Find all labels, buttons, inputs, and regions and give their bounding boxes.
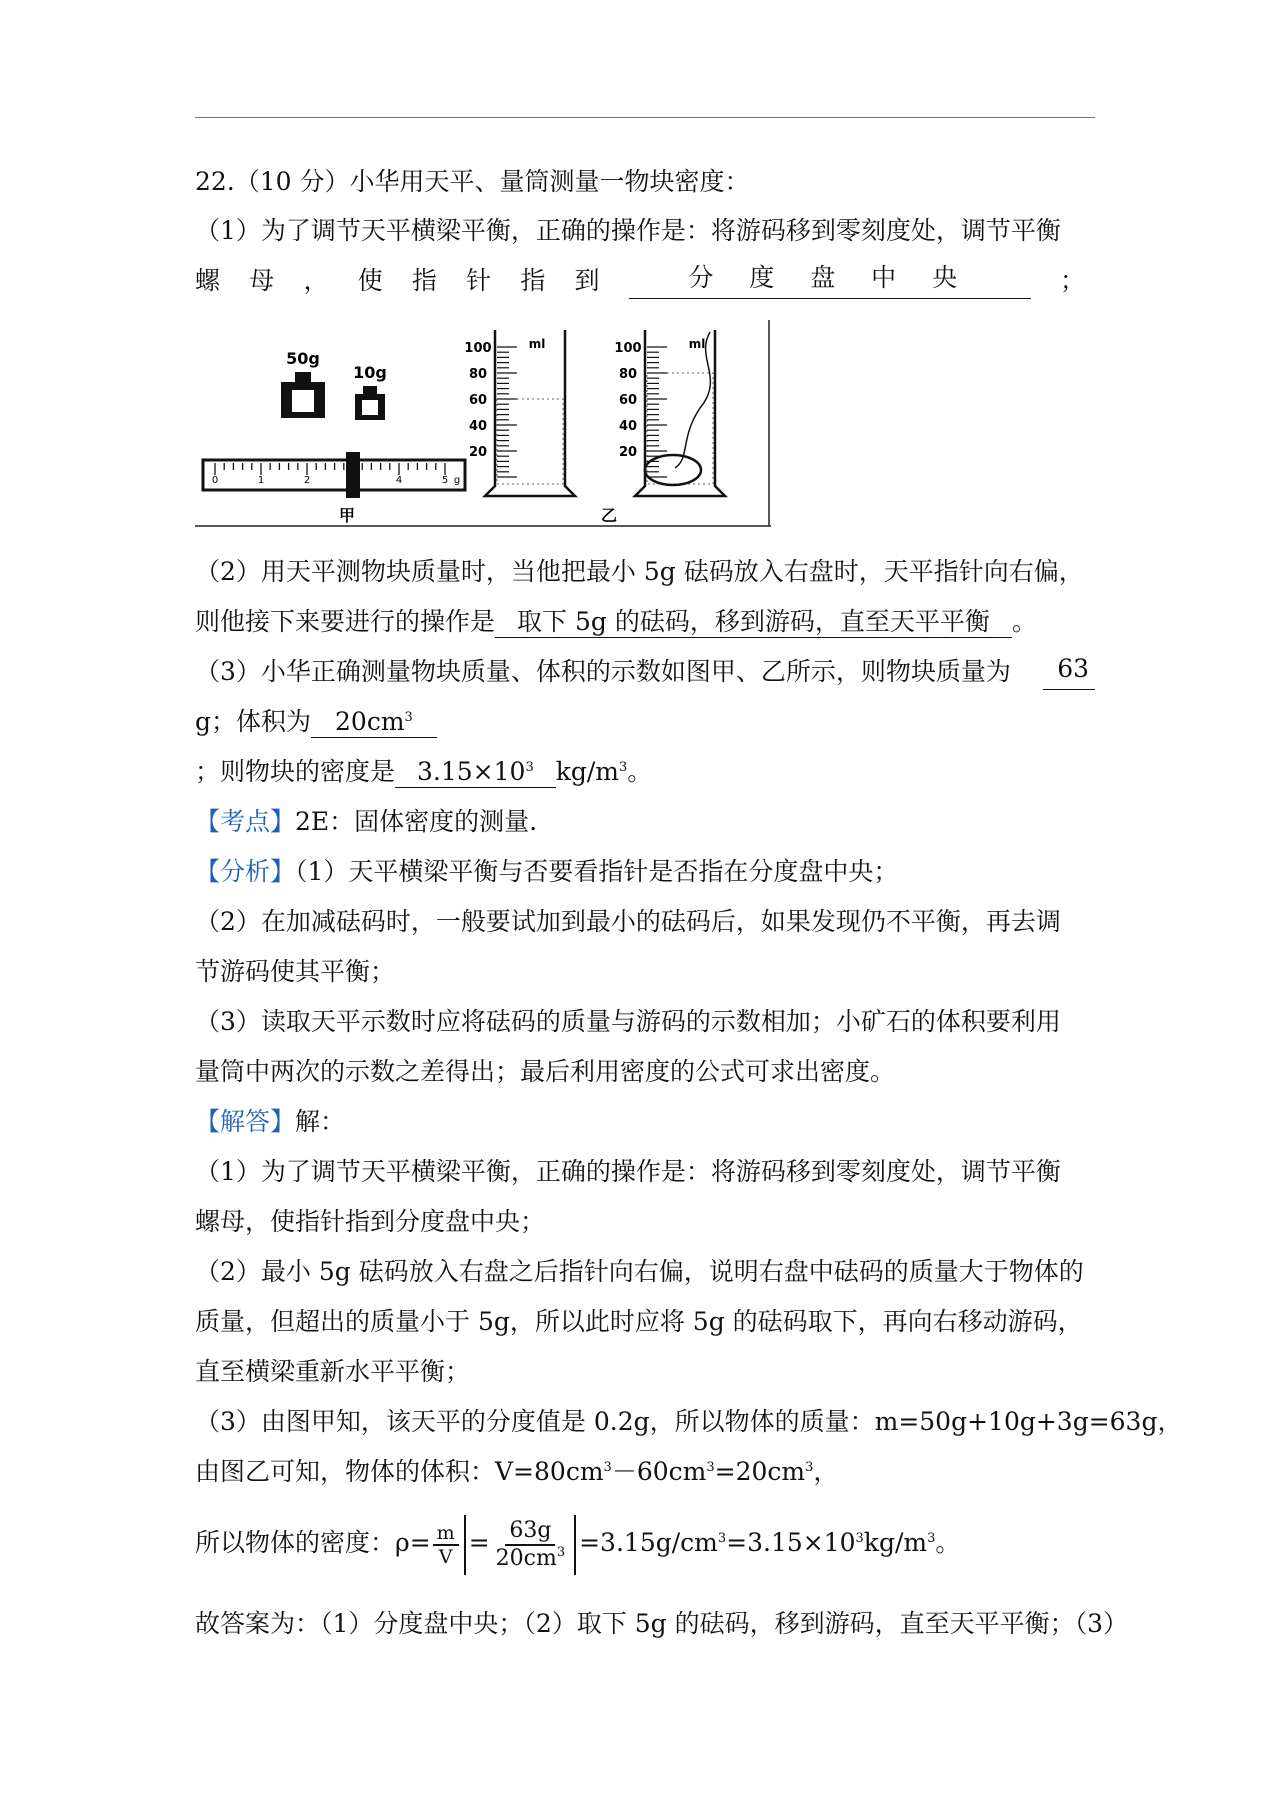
water-level [647, 373, 713, 484]
q3-volume-blank: $20cm^3$ [311, 707, 437, 738]
q1-char: 使 [357, 266, 383, 295]
q1-char: ， [303, 266, 329, 295]
cylinder-tick-label: 20 [618, 445, 638, 460]
balance-scale-ruler [203, 452, 465, 498]
weight-50g-icon [281, 372, 325, 418]
figure-balance-and-cylinders [195, 318, 771, 530]
q1-char: 母 [249, 266, 275, 295]
fenxi-line-4: （3）读取天平示数时应将砝码的质量与游码的示数相加；小矿石的体积要利用 [195, 1007, 1061, 1036]
weight-50g-label: 50g [286, 349, 320, 368]
solution-2-line-1: （2）最小 5g 砝码放入右盘之后指针向右偏，说明右盘中砝码的质量大于物体的 [195, 1257, 1084, 1286]
thread-icon [675, 332, 710, 468]
cylinder-tick-label: 60 [468, 393, 488, 408]
scale-tick-label: 1 [257, 475, 265, 486]
fenxi-line-5: 量筒中两次的示数之差得出；最后利用密度的公式可求出密度。 [195, 1057, 896, 1086]
measuring-cylinder-1 [464, 330, 575, 496]
measuring-cylinder-2 [614, 330, 725, 496]
question-1-line-1: （1）为了调节天平横梁平衡，正确的操作是：将游码移到零刻度处，调节平衡 [195, 216, 1061, 245]
cylinder-tick-label: 100 [614, 341, 642, 356]
q1-answer-blank: 分 度 盘 中 央 [629, 263, 1031, 299]
weight-10g-label: 10g [353, 363, 387, 382]
fenxi-line-2: （2）在加减砝码时，一般要试加到最小的砝码后，如果发现仍不平衡，再去调 [195, 907, 1061, 936]
solution-1-line-1: （1）为了调节天平横梁平衡，正确的操作是：将游码移到零刻度处，调节平衡 [195, 1157, 1061, 1186]
kaodian-tag: 【考点】 [195, 807, 296, 836]
figure-label-yi: 乙 [600, 506, 618, 525]
fenxi-tag: 【分析】 [195, 857, 296, 886]
scale-tick-label: 2 [303, 475, 311, 486]
q2-answer-blank: 取下 5g 的砝码，移到游码，直至天平平衡 [495, 607, 1012, 638]
cylinder-tick-label: 80 [618, 367, 638, 382]
solution-3-line-1: （3）由图甲知，该天平的分度值是 0.2g，所以物体的质量：m=50g+10g+3g=63g， [195, 1407, 1183, 1436]
solution-2-line-3: 直至横梁重新水平平衡； [195, 1357, 471, 1386]
scale-tick-label: 5 [441, 475, 449, 486]
kaodian-line: 【考点】2E：固体密度的测量. [195, 807, 538, 836]
cylinder-tick-label: 80 [468, 367, 488, 382]
cylinder-unit-label: ml [688, 337, 706, 351]
solution-2-line-2: 质量，但超出的质量小于 5g，所以此时应将 5g 的砝码取下，再向右移动游码， [195, 1307, 1083, 1336]
solution-1-line-2: 螺母，使指针指到分度盘中央； [195, 1207, 546, 1236]
question-2-line-1: （2）用天平测物块质量时，当他把最小 5g 砝码放入右盘时，天平指针向右偏， [195, 557, 1084, 586]
final-answer-line: 故答案为：（1）分度盘中央；（2）取下 5g 的砝码，移到游码，直至天平平衡；（3） [195, 1609, 1129, 1638]
rider-slider [346, 452, 360, 498]
question-3-line-3: ；则物块的密度是 $3.15\times 10^3$ $kg/m^3$。 [195, 757, 653, 786]
q3-density-blank: $3.15\times 10^3$ [395, 757, 556, 788]
fraction-63g-over-20cm3: $\frac{63g}{20cm^3}$ [495, 1517, 566, 1571]
cylinder-tick-label: 40 [618, 419, 638, 434]
formula-bar [574, 1515, 576, 1575]
figure-svg [195, 318, 771, 530]
q3-g: g；体积为 [195, 707, 312, 736]
q1-char: 指 [520, 266, 546, 295]
fenxi-line-1: 【分析】（1）天平横梁平衡与否要看指针是否指在分度盘中央； [195, 857, 899, 886]
cylinder-tick-label: 40 [468, 419, 488, 434]
cylinder-tick-label: 20 [468, 445, 488, 460]
q1-char: 指 [411, 266, 437, 295]
q2-prefix: 则他接下来要进行的操作是 [195, 607, 496, 636]
cylinder-unit-label: ml [528, 337, 546, 351]
q1-char: 针 [466, 266, 492, 295]
cylinder-tick-label: 100 [464, 341, 492, 356]
question-header: 22.（10 分）小华用天平、量筒测量一物块密度： [195, 167, 750, 196]
scale-unit-label: g [453, 475, 461, 486]
cylinder-tick-label: 60 [618, 393, 638, 408]
jieda-tag: 【解答】 [195, 1107, 296, 1136]
figure-label-jia: 甲 [338, 506, 356, 525]
scale-tick-label: 0 [211, 475, 219, 486]
stone-icon [645, 455, 701, 485]
q3-prefix: （3）小华正确测量物块质量、体积的示数如图甲、乙所示，则物块质量为 [195, 657, 1011, 686]
jieda-line: 【解答】解： [195, 1107, 346, 1136]
header-rule [195, 117, 1095, 118]
q3-unit: kg/m [555, 757, 620, 786]
question-2-line-2 [195, 604, 1095, 640]
density-formula-line: 所以物体的密度：ρ= $\frac{m}{V}$ = $\frac{63g}{20cm^3}$ $=3.15g/cm^3=3.15\times 10^3kg/m^3$。 [195, 1508, 1095, 1578]
question-3-line-1 [195, 654, 1095, 690]
question-3-line-2 [195, 704, 1095, 740]
q1-end: ； [1059, 266, 1085, 295]
scale-tick-label: 4 [395, 475, 403, 486]
q1-char: 螺 [195, 266, 221, 295]
q1-char: 到 [574, 266, 600, 295]
fraction-m-over-v: $\frac{m}{V}$ [433, 1522, 459, 1568]
fenxi-line-3: 节游码使其平衡； [195, 957, 396, 986]
q3-mass-blank: 63 [1043, 654, 1095, 690]
weight-10g-icon [355, 386, 385, 420]
solution-3-line-2: 由图乙可知，物体的体积：$V=80cm^3-60cm^3=20cm^3$， [195, 1457, 839, 1486]
question-1-line-2 [195, 263, 1085, 299]
q2-end: 。 [1011, 607, 1037, 636]
q3-density-prefix: ；则物块的密度是 [195, 757, 396, 786]
formula-bar [464, 1515, 466, 1575]
